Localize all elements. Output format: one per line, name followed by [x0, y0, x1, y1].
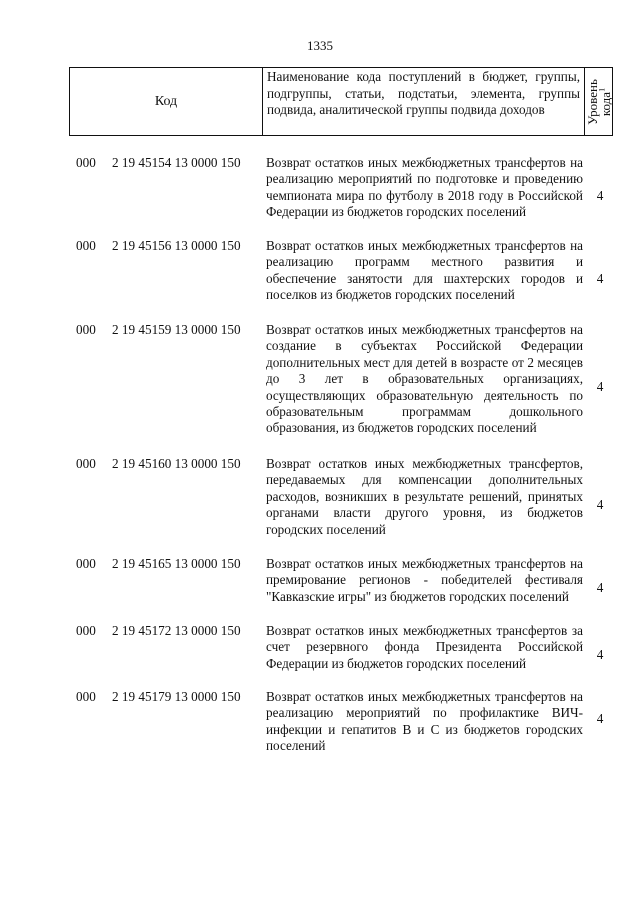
revenue-code: 2 19 45160 13 0000 150: [112, 456, 241, 471]
code-level: 4: [596, 497, 604, 512]
header-code-cell: Код: [70, 68, 263, 135]
code-level: 4: [596, 580, 604, 595]
header-level-text: [586, 79, 612, 125]
code-level: 4: [596, 711, 604, 726]
header-level-cell: [585, 68, 612, 135]
code-level: 4: [596, 271, 604, 286]
revenue-code: 2 19 45172 13 0000 150: [112, 623, 241, 638]
revenue-code: 2 19 45156 13 0000 150: [112, 238, 241, 253]
revenue-name: Возврат остатков иных межбюджетных трансфертов, передаваемых для компенсации дополнительных расходов, возникших в результате решений, принятых органами власти другого уровня, из бюджетов городских поселений: [266, 456, 583, 537]
admin-code: 000: [76, 155, 96, 170]
revenue-name: Возврат остатков иных межбюджетных трансфертов на реализацию мероприятий по подготовке и проведению чемпионата мира по футболу в 2018 году в Российской Федерации из бюджетов городских поселений: [266, 155, 583, 220]
header-level-footnote: 1: [597, 87, 607, 92]
revenue-code: 2 19 45154 13 0000 150: [112, 155, 241, 170]
table-header: [69, 67, 613, 136]
header-level-label-line2: кода: [597, 91, 612, 116]
admin-code: 000: [76, 556, 96, 571]
header-name-cell: Наименование кода поступлений в бюджет, группы, подгруппы, статьи, подстатьи, элемента, группы подвида, аналитической группы подвида доходов: [263, 68, 585, 135]
revenue-code: 2 19 45165 13 0000 150: [112, 556, 241, 571]
page-number: 1335: [307, 38, 333, 53]
admin-code: 000: [76, 456, 96, 471]
revenue-code: 2 19 45159 13 0000 150: [112, 322, 241, 337]
revenue-code: 2 19 45179 13 0000 150: [112, 689, 241, 704]
revenue-name: Возврат остатков иных межбюджетных трансфертов на создание в субъектах Российской Федерации дополнительных мест для детей в возрасте от 2 месяцев до 3 лет в образовательных организациях, осуществляющих образовательную деятельность по образовательным программам дошкольного образования, из бюджетов городских поселений: [266, 322, 583, 436]
revenue-name: Возврат остатков иных межбюджетных трансфертов на реализацию мероприятий по профилактике ВИЧ-инфекции и гепатитов В и С из бюджетов городских поселений: [266, 689, 583, 754]
revenue-name: Возврат остатков иных межбюджетных трансфертов на реализацию программ местного развития и обеспечение занятости для шахтерских городов и поселков из бюджетов городских поселений: [266, 238, 583, 303]
code-level: 4: [596, 647, 604, 662]
code-level: 4: [596, 188, 604, 203]
revenue-name: Возврат остатков иных межбюджетных трансфертов на премирование регионов - победителей фестиваля "Кавказские игры" из бюджетов городских поселений: [266, 556, 583, 604]
header-level-label: Уровень: [585, 78, 600, 125]
admin-code: 000: [76, 238, 96, 253]
admin-code: 000: [76, 689, 96, 704]
code-level: 4: [596, 379, 604, 394]
admin-code: 000: [76, 623, 96, 638]
admin-code: 000: [76, 322, 96, 337]
revenue-name: Возврат остатков иных межбюджетных трансфертов за счет резервного фонда Президента Российской Федерации из бюджетов городских поселений: [266, 623, 583, 671]
